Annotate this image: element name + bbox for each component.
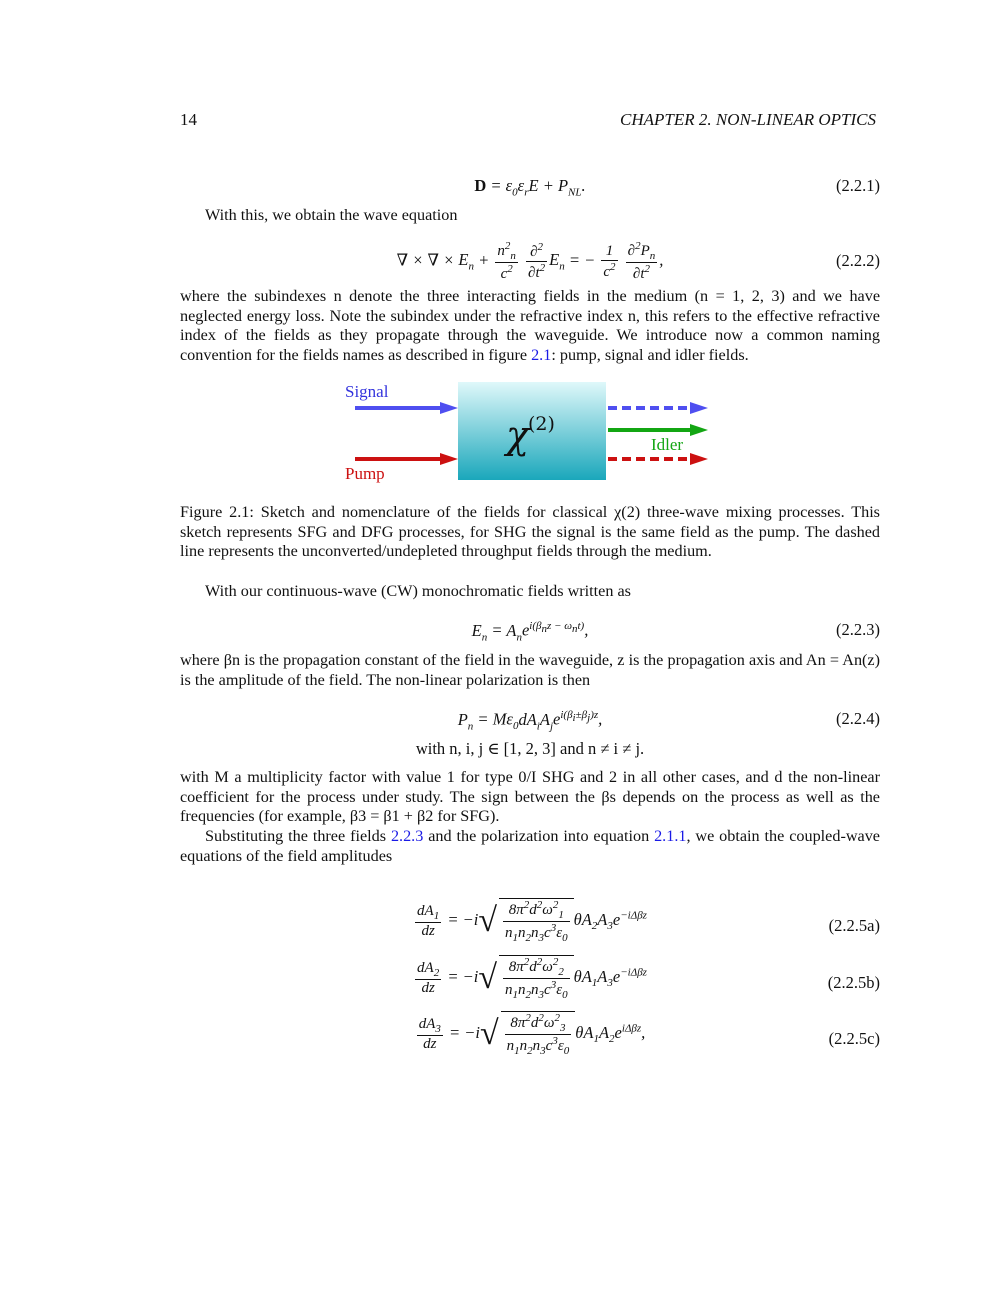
equation-number: (2.2.5b) <box>827 973 880 992</box>
equation-number: (2.2.5c) <box>828 1029 880 1048</box>
paragraph: With our continuous-wave (CW) monochromatic fields written as <box>205 582 631 600</box>
signal-output-arrowhead <box>690 402 708 414</box>
equation-reference-link[interactable]: 2.2.3 <box>390 827 424 845</box>
equation-number: (2.2.2) <box>836 251 880 270</box>
paragraph-text: Substituting the three fields <box>205 827 391 845</box>
three-wave-mixing-figure <box>330 372 730 492</box>
figure-caption: Figure 2.1: Sketch and nomenclature of the fields for classical χ(2) three-wave mixing processes. This sketch represents SFG and DFG processes, for SHG the signal is the same field as the pump. The dashed line represents the unconverted/undepleted throughput fields through the medium. <box>180 503 880 560</box>
paragraph-text: and the polarization into equation <box>423 827 655 845</box>
running-header: CHAPTER 2. NON-LINEAR OPTICS <box>620 110 876 129</box>
idler-label: Idler <box>651 435 684 454</box>
pump-label: Pump <box>345 464 385 483</box>
figure-reference-link[interactable]: 2.1 <box>531 345 552 364</box>
equation-condition-text: with n, i, j ∈ [1, 2, 3] and n ≠ i ≠ j. <box>415 739 645 758</box>
paragraph <box>180 827 880 866</box>
chi-symbol: χ <box>506 413 530 457</box>
equation-2-2-5c: $\frac{dA_3}{dz}$ = −i√ $\frac{8\pi^2d^2\omega^2_3}{n_1n_2n_3c^3\varepsilon_0}$ $\theta A_1A_2e^{i\Delta\beta z}$, (2.2.5c) <box>418 1012 880 1057</box>
signal-arrowhead <box>440 402 458 414</box>
paragraph-text: : pump, signal and idler fields. <box>551 345 749 364</box>
equation-number: (2.2.5a) <box>828 916 880 935</box>
paragraph: With this, we obtain the wave equation <box>205 206 458 224</box>
equation-2-2-5a: $\frac{dA_1}{dz}$ = −i√ $\frac{8\pi^2d^2\omega^2_1}{n_1n_2n_3c^3\varepsilon_0}$ $\theta A_2A_3e^{-i\Delta\beta z}$ (2.2.5a) <box>417 899 880 944</box>
paragraph-text: , we obtain the coupled-wave equations of the field amplitudes <box>180 827 880 865</box>
equation-2-2-5b: $\frac{dA_2}{dz}$ = −i√ $\frac{8\pi^2d^2\omega^2_2}{n_1n_2n_3c^3\varepsilon_0}$ $\theta A_1A_3e^{-i\Delta\beta z}$ (2.2.5b) <box>417 956 880 1001</box>
pump-output-arrowhead <box>690 453 708 465</box>
paragraph-text: where the subindexes n denote the three interacting fields in the medium (n = 1, 2, 3) and we have neglected energy loss. Note the subindex under the refractive index n, this refers to the effective refractive index of the fields as they propagate through the waveguide. We introduce now a common naming convention for the fields names as described in figure <box>180 287 880 364</box>
chi-superscript: (2) <box>528 413 555 435</box>
page-number: 14 <box>180 110 197 129</box>
idler-arrowhead <box>690 424 708 436</box>
paragraph: with M a multiplicity factor with value 1 for type 0/I SHG and 2 in all other cases, and d the non-linear coefficient for the process under study. The sign between the βs depends on the process as well as the frequencies (for example, β3 = β1 + β2 for SFG). <box>180 768 880 825</box>
pump-arrowhead <box>440 453 458 465</box>
equation-number: (2.2.1) <box>836 176 880 195</box>
equation-reference-link[interactable]: 2.1.1 <box>654 827 687 845</box>
equation-number: (2.2.4) <box>836 709 880 728</box>
equation-2-2-2: ∇ × ∇ × $E_n$ + $\frac{n^2_n}{c^2}$ $\frac{\partial^2}{\partial t^2}$ $E_n$ = − $\frac{1}{c^2}$ $\frac{\partial^2P_n}{\partial t^2}$ , (2.2.2) <box>396 240 880 282</box>
paragraph: where βn is the propagation constant of the field in the waveguide, z is the propagation axis and An = An(z) is the amplitude of the field. The non-linear polarization is then <box>180 651 880 689</box>
equation-number: (2.2.3) <box>836 620 880 639</box>
signal-label: Signal <box>345 382 389 401</box>
paragraph <box>180 287 880 365</box>
